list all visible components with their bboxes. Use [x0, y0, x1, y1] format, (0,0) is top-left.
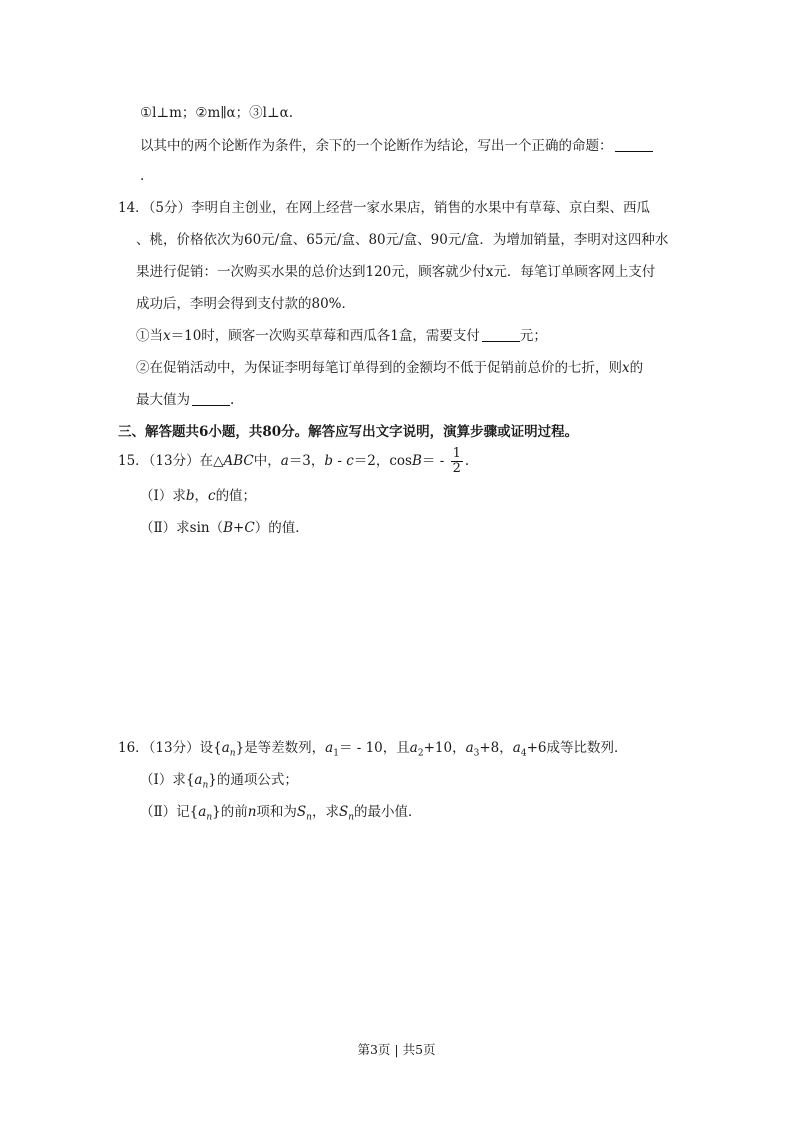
q15-stem-end: .: [464, 453, 470, 469]
q14-part1-text-a: ①当: [136, 328, 163, 344]
q16-part2-var-a: a: [198, 804, 207, 820]
q15-stem-i: ＝2，cos: [353, 453, 412, 469]
q16-sub-2: 2: [417, 748, 424, 759]
q14-line1: 14．（5分）李明自主创业，在网上经营一家水果店，销售的水果中有草莓、京白梨、西瓜: [118, 200, 651, 216]
q15-part1-a: （Ⅰ）求: [140, 488, 186, 504]
q15-var-b: b: [324, 453, 334, 469]
q16-part2: [140, 802, 422, 828]
q16-var-a4: a: [512, 740, 521, 756]
q15-frac-den: 2: [452, 461, 461, 476]
q16-part1-a: （Ⅰ）求{: [140, 772, 195, 788]
q16-part2-var-S2: S: [338, 804, 349, 820]
q16-stem-a: 16．（13分）设{: [118, 740, 222, 756]
q13-prompt: [140, 136, 653, 156]
q16-var-a3: a: [465, 740, 474, 756]
q15-stem-a: 15．（13分）在△: [118, 453, 224, 469]
q14-part2-text-c: 的: [629, 360, 644, 376]
q16-stem-c: }是等差数列，: [235, 740, 326, 756]
q15-stem-k: ＝ -: [421, 453, 449, 469]
q16-stem: [118, 738, 627, 764]
q16-part2-sub-n: n: [206, 812, 213, 823]
q16-stem-g: +10，: [423, 740, 466, 756]
q16-var-a: a: [221, 740, 230, 756]
q14-part2-answer-blank[interactable]: [192, 391, 230, 406]
q16-part1: [140, 770, 298, 796]
q16-sub-4: 4: [520, 748, 527, 759]
q14-line2: 、桃，价格依次为60元/盒、65元/盒、80元/盒、90元/盒．为增加销量，李明对这四种水: [136, 232, 669, 248]
q14-part2-text-a: ②在促销活动中，为保证李明每笔订单得到的金额均不低于促销前总价的七折，则: [136, 360, 622, 376]
q16-sub-n: n: [229, 748, 236, 759]
q14-part2-var-x: x: [622, 360, 630, 376]
q16-part2-g: ，求: [311, 804, 339, 820]
q15-part2-a: （Ⅱ）求sin（: [140, 520, 224, 536]
q16-var-a2: a: [409, 740, 418, 756]
q15-var-c: c: [346, 453, 354, 469]
q15-part2-var-B: B: [223, 520, 234, 536]
q14-part2-line2-text: 最大值为: [136, 392, 190, 408]
q14-line4: 成功后，李明会得到支付款的80%．: [136, 296, 356, 312]
page-footer: 第3页 | 共5页: [357, 1042, 436, 1057]
q15-stem: [118, 446, 469, 476]
q16-stem-i: +8，: [479, 740, 513, 756]
q15-part1-var-b: b: [185, 488, 195, 504]
q16-part2-sub-n2: n: [306, 812, 312, 823]
q16-part1-var-a: a: [194, 772, 203, 788]
q15-var-a: a: [280, 453, 289, 469]
q16-part2-a: （Ⅱ）记{: [140, 804, 199, 820]
q16-part2-var-n: n: [247, 804, 257, 820]
q16-sub-1: 1: [333, 748, 339, 759]
q16-part2-i: 的最小值．: [354, 804, 422, 820]
q15-part1: [140, 486, 256, 506]
q13-dot: .: [140, 168, 145, 184]
q13-answer-blank[interactable]: [615, 137, 653, 152]
q15-part2-e: ）的值．: [254, 520, 309, 536]
q16-sub-3: 3: [473, 748, 480, 759]
q15-minus: -: [333, 453, 347, 469]
q15-frac-num: 1: [452, 446, 461, 461]
q15-stem-c: 中，: [253, 453, 281, 469]
q15-var-B: B: [412, 453, 422, 469]
q15-part1-e: 的值；: [215, 488, 257, 504]
q14-part2-end: .: [230, 392, 235, 408]
q16-stem-e: ＝ - 10，且: [338, 740, 410, 756]
q14-line3: 果进行促销：一次购买水果的总价达到120元，顾客就少付x元．每笔订单顾客网上支付: [136, 264, 656, 280]
q13-prompt-text: 以其中的两个论断作为条件，余下的一个论断作为结论，写出一个正确的命题：: [140, 138, 613, 154]
q13-conditions: ①l⊥m；②m∥α；③l⊥α.: [140, 105, 294, 121]
q14-var-x: x: [163, 328, 171, 344]
q16-part2-e: 项和为: [256, 804, 297, 820]
q16-part2-var-S: S: [296, 804, 307, 820]
q16-part1-sub-n: n: [202, 780, 209, 791]
q15-triangle-abc: ABC: [223, 453, 254, 469]
q14-part1: [136, 326, 547, 346]
q15-fraction: [451, 447, 463, 476]
q16-var-a1: a: [325, 740, 334, 756]
q15-stem-e: ＝3，: [288, 453, 325, 469]
q14-part1-text-c: ＝10时，顾客一次购买草莓和西瓜各1盒，需要支付: [170, 328, 480, 344]
q14-part1-text-d: 元；: [519, 328, 547, 344]
q14-part1-answer-blank[interactable]: [482, 327, 520, 342]
q15-part1-c: ，: [194, 488, 208, 504]
q15-part2: [140, 518, 309, 538]
q16-part2-c: }的前: [212, 804, 248, 820]
q15-part2-var-C: C: [244, 520, 255, 536]
q15-part1-var-c: c: [208, 488, 216, 504]
q16-part2-sub-n3: n: [348, 812, 355, 823]
q16-part1-c: }的通项公式；: [208, 772, 298, 788]
section3-heading: 三、解答题共6小题，共80分。解答应写出文字说明，演算步骤或证明过程。: [118, 424, 579, 440]
q16-stem-k: +6成等比数列．: [526, 740, 628, 756]
q14-part2-line2: [136, 390, 234, 410]
q14-part2: [136, 358, 643, 378]
q15-part2-plus: +: [233, 520, 245, 536]
